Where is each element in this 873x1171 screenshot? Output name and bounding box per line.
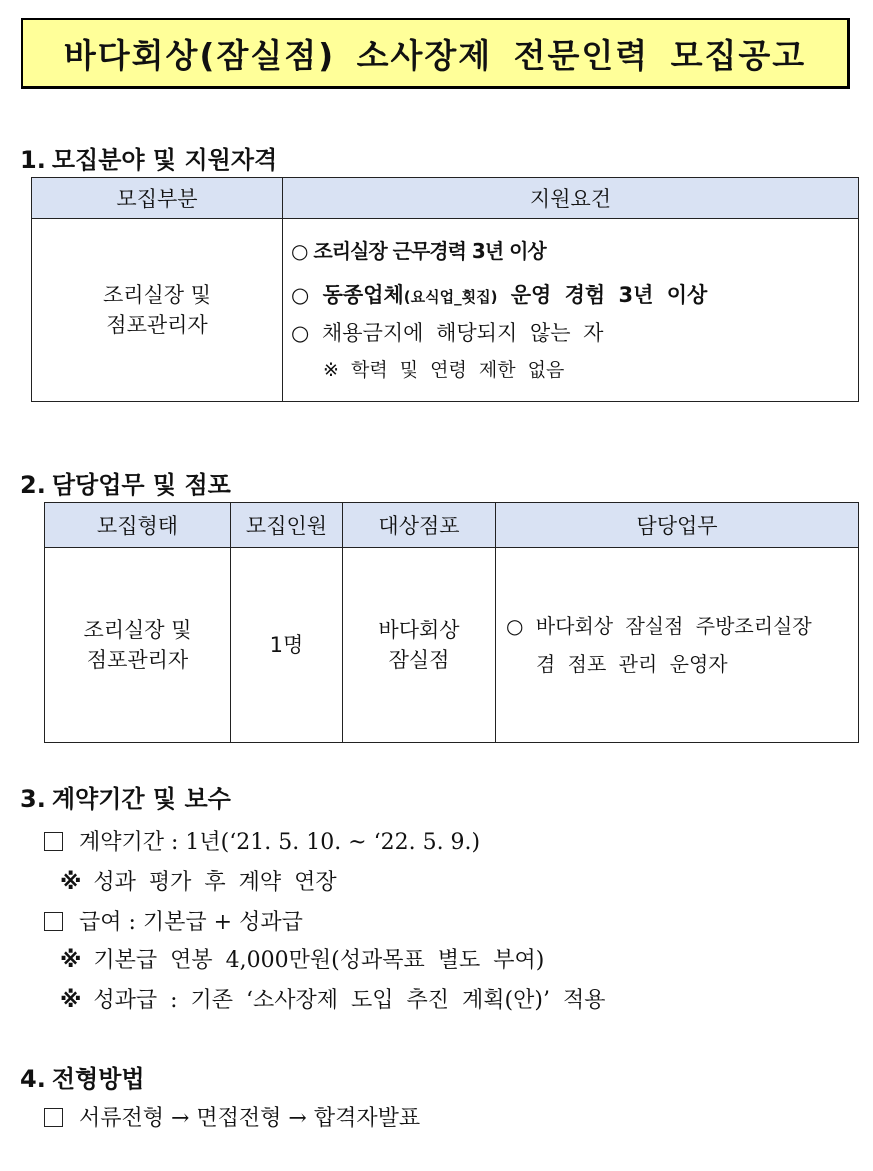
type-line2: 점포관리자	[86, 648, 189, 672]
section1-heading-number: 1.	[20, 146, 46, 174]
checkbox-icon	[44, 912, 63, 931]
duty-line2: 겸 점포 관리 운영자	[536, 652, 728, 676]
type-line1: 조리실장 및	[83, 618, 192, 642]
checkbox-icon	[44, 832, 63, 851]
selection-process-text: 서류전형 → 면접전형 → 합격자발표	[79, 1106, 421, 1131]
salary-item	[44, 905, 303, 936]
table1-field-cell	[32, 219, 283, 402]
table2-header-count: 모집인원	[231, 503, 343, 548]
table2-header-type: 모집형태	[45, 503, 231, 548]
reference-mark-icon: ※	[60, 948, 82, 973]
section2-heading-number: 2.	[20, 471, 46, 499]
section4-heading-number: 4.	[20, 1065, 46, 1093]
reference-mark-icon: ※	[60, 870, 82, 895]
requirement-business	[291, 279, 707, 309]
base-salary-note	[60, 943, 544, 974]
field-line1: 조리실장 및	[102, 283, 212, 307]
recruitment-field-table	[31, 177, 859, 402]
section4-heading-text: 전형방법	[51, 1065, 145, 1093]
section4-heading	[20, 1059, 145, 1094]
table1-requirements-cell	[283, 219, 859, 402]
checkbox-icon	[44, 1108, 63, 1127]
incentive-text: 성과급 : 기존 ‘소사장제 도입 추진 계획(안)’ 적용	[93, 988, 606, 1013]
section3-heading-number: 3.	[20, 785, 46, 813]
section3-heading	[20, 779, 231, 814]
table2-duty-cell	[496, 548, 859, 743]
table2-header-store: 대상점포	[343, 503, 496, 548]
table2-header-duty: 담당업무	[496, 503, 859, 548]
field-line2: 점포관리자	[106, 313, 208, 337]
store-line2: 잠실점	[388, 648, 450, 672]
selection-process-item	[44, 1101, 420, 1132]
table1-header-requirements: 지원요건	[283, 178, 859, 219]
section2-heading-text: 담당업무 및 점포	[51, 471, 231, 499]
section1-heading	[20, 140, 277, 175]
contract-note	[60, 865, 337, 896]
table1-header-field: 모집부분	[32, 178, 283, 219]
table2-store-cell	[343, 548, 496, 743]
incentive-note	[60, 983, 605, 1014]
base-salary-text: 기본급 연봉 4,000만원(성과목표 별도 부여)	[93, 948, 545, 973]
requirement-business-tail: 운영 경험 3년 이상	[497, 283, 708, 307]
section2-heading	[20, 465, 231, 500]
requirement-business-detail: (요식업_횟집)	[403, 288, 498, 306]
section3-heading-text: 계약기간 및 보수	[51, 785, 231, 813]
requirement-experience: ○ 조리실장 근무경력 3년 이상	[291, 239, 546, 263]
requirement-business-main: ○ 동종업체	[291, 283, 404, 307]
duty-line1: ○ 바다회상 잠실점 주방조리실장	[506, 614, 812, 638]
contract-note-text: 성과 평가 후 계약 연장	[93, 870, 337, 895]
table2-count-cell	[231, 548, 343, 743]
requirement-eligibility: ○ 채용금지에 해당되지 않는 자	[291, 321, 604, 345]
requirement-note: ※ 학력 및 연령 제한 없음	[323, 359, 565, 381]
table2-type-cell	[45, 548, 231, 743]
salary-text: 급여 : 기본급 + 성과급	[79, 910, 303, 935]
page-title: 바다회상(잠실점) 소사장제 전문인력 모집공고	[21, 18, 850, 89]
store-line1: 바다회상	[378, 618, 460, 642]
recruit-count: 1명	[269, 633, 304, 657]
section1-heading-text: 모집분야 및 지원자격	[51, 146, 278, 174]
contract-period-text: 계약기간 : 1년(‘21. 5. 10. ~ ‘22. 5. 9.)	[79, 830, 481, 855]
duty-table	[44, 502, 859, 743]
reference-mark-icon: ※	[60, 988, 82, 1013]
contract-period-item	[44, 825, 480, 856]
